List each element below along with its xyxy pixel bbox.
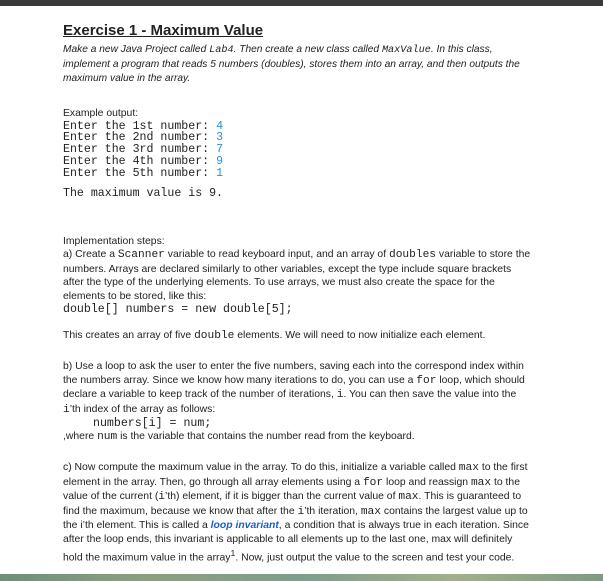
step-a-code: double[] numbers = new double[5]; bbox=[63, 302, 293, 316]
example-line: Enter the 2nd number: 3 bbox=[63, 131, 224, 145]
step-a-followup: This creates an array of five double elements. We will need to now initialize each element. bbox=[63, 329, 486, 342]
step-a: a) Create a Scanner variable to read keyboard input, and an array of doubles variable to store the numbers. Arrays are declared similarly to other variables, except the type include square brackets after the type of the underlying elements. To use arrays, we must also create the space for the elements to be stored, like this: bbox=[63, 249, 531, 302]
step-b: b) Use a loop to ask the user to enter the five numbers, saving each into the correspond index within the numbers array. Since we know how many iterations to do, you can use a for loop, which should declare a variable to keep track of the number of iterations, i. You can then save the value into the i’th index of the array as follows: bbox=[63, 361, 525, 416]
step-b-note: ,where num is the variable that contains the number read from the keyboard. bbox=[63, 430, 415, 443]
intro-paragraph: Make a new Java Project called Lab4. Then create a new class called MaxValue. In this class, implement a program that reads 5 numbers (doubles), stores them into an array, and then outputs the maximum value in the array. bbox=[63, 44, 520, 84]
window-top-edge bbox=[0, 0, 603, 6]
step-c: c) Now compute the maximum value in the array. To do this, initialize a variable called max to the first element in the array. Then, go through all array elements using a for loop and reassign max to the value of the current (i’th) element, if it is bigger than the current value of max. This is guaranteed to find the maximum, because we know that after the i’th iteration, max contains the largest value up to the i’th element. This is called a loop invariant, a condition that is always true in each iteration. Since after the loop ends, this invariant is applicable to all elements up to the last one, max will definitely hold the maximum value in the array$^1$. Now, just output the value to the screen and test your code. bbox=[63, 462, 529, 564]
example-line: Enter the 4th number: 9 bbox=[63, 154, 224, 168]
example-line: Enter the 3rd number: 7 bbox=[63, 143, 224, 157]
example-result: The maximum value is 9. bbox=[63, 186, 224, 200]
step-b-code: numbers[i] = num; bbox=[93, 416, 212, 430]
taskbar-strip bbox=[0, 574, 603, 581]
loop-invariant-term: loop invariant bbox=[210, 520, 279, 532]
footnote-mark: 1 bbox=[230, 547, 236, 558]
example-output-label: Example output: bbox=[63, 108, 139, 119]
document-page bbox=[63, 22, 533, 565]
example-line: Enter the 1st number: 4 bbox=[63, 119, 224, 133]
steps-heading: Implementation steps: bbox=[63, 235, 165, 247]
example-line: Enter the 5th number: 1 bbox=[63, 166, 224, 180]
example-console bbox=[63, 121, 533, 180]
page-title: Exercise 1 - Maximum Value bbox=[63, 22, 264, 39]
